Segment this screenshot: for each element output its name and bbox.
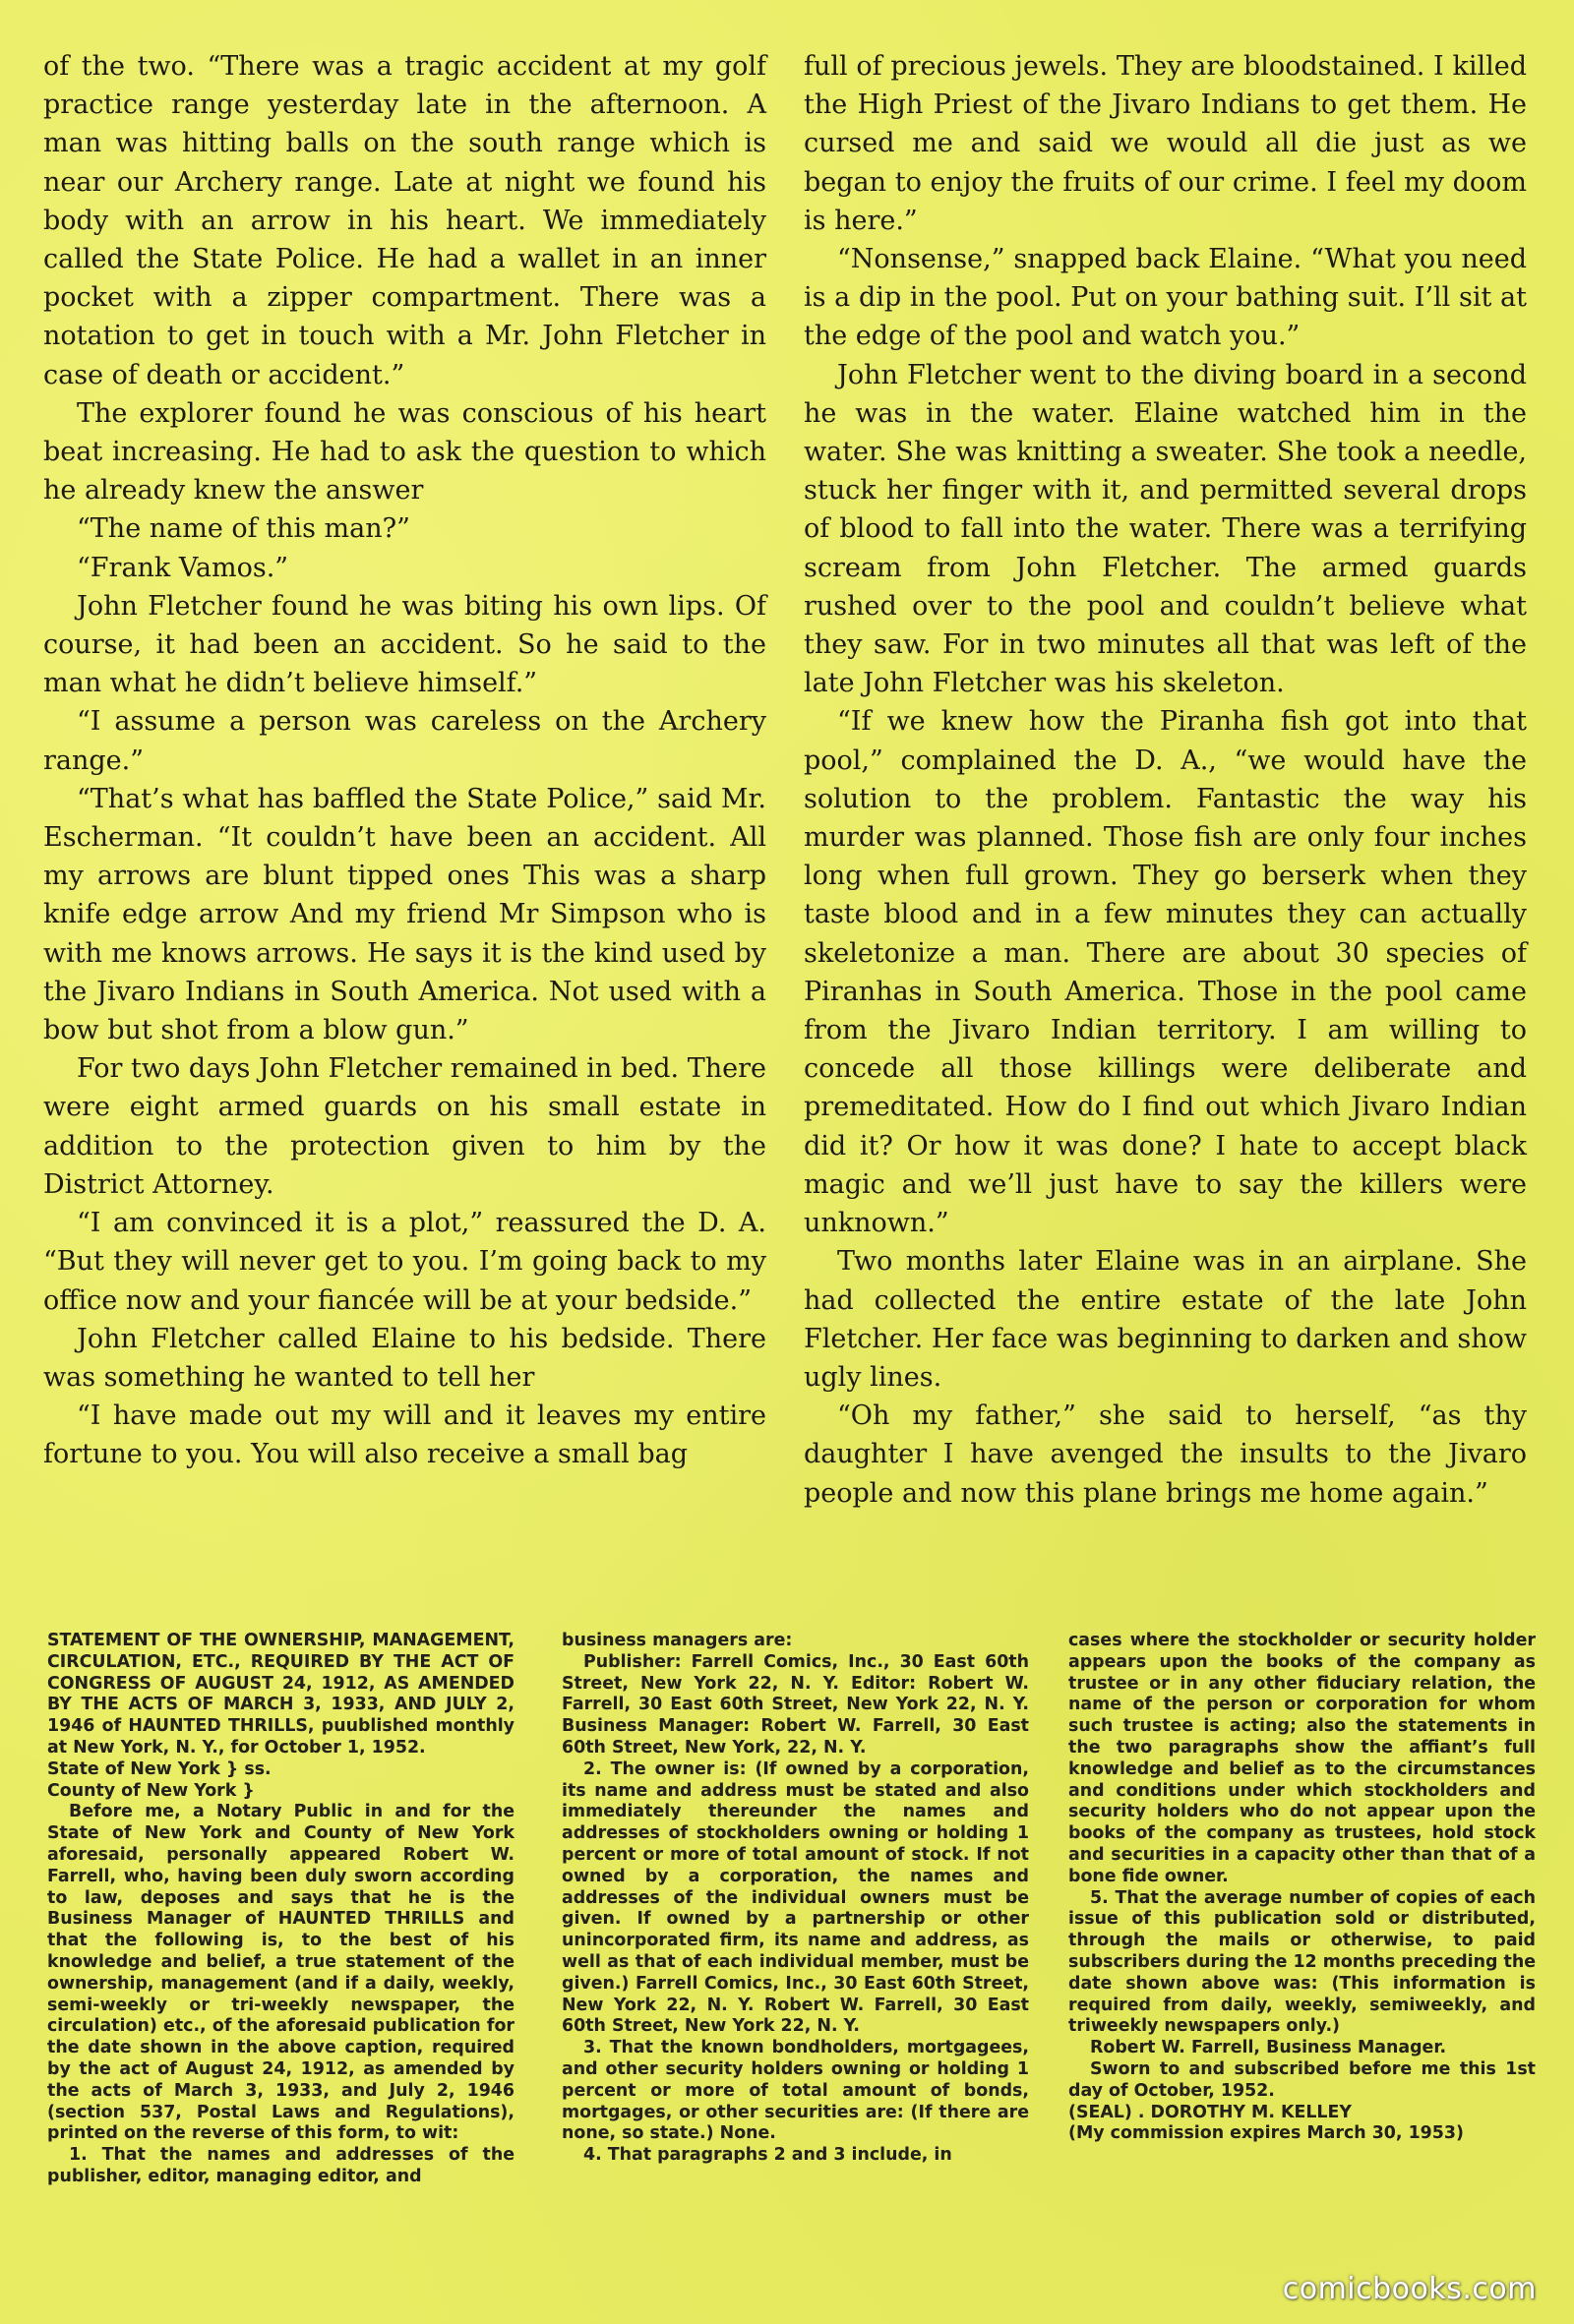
story-text	[43, 47, 1531, 1581]
story-paragraph: John Fletcher found he was biting his own lips. Of course, it had been an accident. So he said to the man what he didn’t believe himself.”	[43, 590, 766, 699]
story-paragraph: “Oh my father,” she said to herself, “as thy daughter I have avenged the insults to the Jivaro people and now this plane brings me home again.”	[804, 1400, 1527, 1509]
story-paragraph: “I assume a person was careless on the Archery range.”	[43, 706, 766, 776]
story-left-column	[43, 47, 766, 1474]
story-paragraph: “I am convinced it is a plot,” reassured the D. A. “But they will never get to you. I’m going back to my office now and your fiancée will be at your bedside.”	[43, 1208, 766, 1316]
story-right-column	[804, 47, 1527, 1513]
statement-paragraph: cases where the stockholder or security holder appears upon the books of the company as trustee or in any other fiduciary relation, the name of the person or corporation for whom such trustee is acting; also the statements in the two paragraphs show the affiant’s full knowledge and belief as to the circumstances and conditions under which stockholders and security holders who do not appear upon the books of the company as trustees, hold stock and securities in a capacity other than that of a bone fide owner.	[1068, 1631, 1536, 1886]
sworn-line: Sworn to and subscribed before me this 1st day of October, 1952.	[1068, 2058, 1536, 2101]
statement-paragraph: 2. The owner is: (If owned by a corporation, its name and address must be stated and also immediately thereunder the names and addresses of stockholders owning or holding 1 percent or more of total amount of stock. If not owned by a corporation, the names and addresses of the individual owners must be given. If owned by a partnership or other unincorporated firm, its name and address, as well as that of each individual member, must be given.) Farrell Comics, Inc., 30 East 60th Street, New York 22, N. Y. Robert W. Farrell, 30 East 60th Street, New York 22, N. Y.	[562, 1758, 1029, 2037]
story-paragraph: “Frank Vamos.”	[77, 552, 289, 583]
statement-paragraph: 3. That the known bondholders, mortgagees, and other security holders owning or holding 1 percent or more of total amount of bonds, mortgages, or other securities are: (If there are none, so state.) None.	[562, 2038, 1029, 2144]
statement-paragraph: 4. That paragraphs 2 and 3 include, in	[583, 2145, 952, 2166]
statement-column-3	[1068, 1631, 1536, 2145]
statement-line: State of New York } ss.	[47, 1758, 272, 1779]
statement-paragraph: business managers are:	[562, 1631, 793, 1650]
story-paragraph: John Fletcher called Elaine to his bedside. There was something he wanted to tell her	[43, 1323, 766, 1393]
statement-paragraph: Before me, a Notary Public in and for the State of New York and County of New York aforesaid, personally appeared Robert W. Farrell, who, having been duly sworn according to law, deposes and says that he is the Business Manager of HAUNTED THRILLS and that the following is, to the best of his knowledge and belief, a true statement of the ownership, management (and if a daily, weekly, semi-weekly or tri-weekly newspaper, the circulation) etc., of the aforesaid publication for the date shown in the above caption, required by the act of August 24, 1912, as amended by the acts of March 3, 1933, and July 2, 1946 (section 537, Postal Laws and Regulations), printed on the reverse of this form, to wit:	[47, 1802, 515, 2144]
story-paragraph: “If we knew how the Piranha fish got into that pool,” complained the D. A., “we would have the solution to the problem. Fantastic the way his murder was planned. Those fish are only four inches long when full grown. They go berserk when they taste blood and in a few minutes they can actually skeletonize a man. There are about 30 species of Piranhas in South America. Those in the pool came from the Jivaro Indian territory. I am willing to concede all those killings were deliberate and premeditated. How do I find out which Jivaro Indian did it? Or how it was done? I hate to accept black magic and we’ll just have to say the killers were unknown.”	[804, 706, 1527, 1239]
story-paragraph: “The name of this man?”	[77, 513, 410, 545]
statement-column-2	[562, 1631, 1029, 2167]
notary-line: (SEAL) . DOROTHY M. KELLEY	[1068, 2102, 1352, 2122]
statement-column-1	[47, 1631, 515, 2188]
story-paragraph: “That’s what has baffled the State Police,” said Mr. Escherman. “It couldn’t have been an accident. All my arrows are blunt tipped ones This was a sharp knife edge arrow And my friend Mr Simpson who is with me knows arrows. He says it is the kind used by the Jivaro Indians in South America. Not used with a bow but shot from a blow gun.”	[43, 783, 766, 1046]
statement-paragraph: Publisher: Farrell Comics, Inc., 30 East 60th Street, New York 22, N. Y. Editor: Robert W. Farrell, 30 East 60th Street, New York 22, N. Y. Business Manager: Robert W. Farrell, 30 East 60th Street, New York, 22, N. Y.	[562, 1651, 1029, 1758]
statement-heading: STATEMENT OF THE OWNERSHIP, MANAGEMENT, CIRCULATION, ETC., REQUIRED BY THE ACT OF CONGRESS OF AUGUST 24, 1912, AS AMENDED BY THE ACTS OF MARCH 3, 1933, AND JULY 2, 1946 of HAUNTED THRILLS, puublished monthly at New York, N. Y., for October 1, 1952.	[47, 1631, 515, 1758]
statement-paragraph: 1. That the names and addresses of the publisher, editor, managing editor, and	[47, 2145, 515, 2186]
signature-line: Robert W. Farrell, Business Manager.	[1090, 2038, 1447, 2058]
statement-paragraph: 5. That the average number of copies of each issue of this publication sold or distributed, through the mails or otherwise, to paid subscribers during the 12 months preceding the date shown above was: (This information is required from daily, weekly, semiweekly, and triweekly newspapers only.)	[1068, 1887, 1536, 2037]
site-watermark: comicbooks.com	[1282, 2272, 1537, 2306]
story-paragraph: John Fletcher went to the diving board in a second he was in the water. Elaine watched him in the water. She was knitting a sweater. She took a needle, stuck her finger with it, and permitted several drops of blood to fall into the water. There was a terrifying scream from John Fletcher. The armed guards rushed over to the pool and couldn’t believe what they saw. For in two minutes all that was left of the late John Fletcher was his skeleton.	[804, 359, 1527, 699]
story-paragraph: Two months later Elaine was in an airplane. She had collected the entire estate of the late John Fletcher. Her face was beginning to darken and show ugly lines.	[804, 1246, 1527, 1393]
commission-line: (My commission expires March 30, 1953)	[1068, 2123, 1464, 2144]
story-paragraph: For two days John Fletcher remained in bed. There were eight armed guards on his small estate in addition to the protection given to him by the District Attorney.	[43, 1053, 766, 1200]
story-paragraph: “I have made out my will and it leaves my entire fortune to you. You will also receive a small bag	[43, 1400, 766, 1470]
statement-line: County of New York }	[47, 1780, 255, 1801]
story-paragraph: “Nonsense,” snapped back Elaine. “What you need is a dip in the pool. Put on your bathing suit. I’ll sit at the edge of the pool and watch you.”	[804, 244, 1527, 352]
ownership-statement	[47, 1631, 1536, 2186]
story-paragraph: The explorer found he was conscious of his heart beat increasing. He had to ask the question to which he already knew the answer	[43, 397, 766, 507]
story-paragraph: of the two. “There was a tragic accident at my golf practice range yesterday late in the afternoon. A man was hitting balls on the south range which is near our Archery range. Late at night we found his body with an arrow in his heart. We immediately called the State Police. He had a wallet in an inner pocket with a zipper compartment. There was a notation to get in touch with a Mr. John Fletcher in case of death or accident.”	[43, 51, 766, 390]
story-paragraph: full of precious jewels. They are bloodstained. I killed the High Priest of the Jivaro Indians to get them. He cursed me and said we would all die just as we began to enjoy the fruits of our crime. I feel my doom is here.”	[804, 51, 1527, 236]
